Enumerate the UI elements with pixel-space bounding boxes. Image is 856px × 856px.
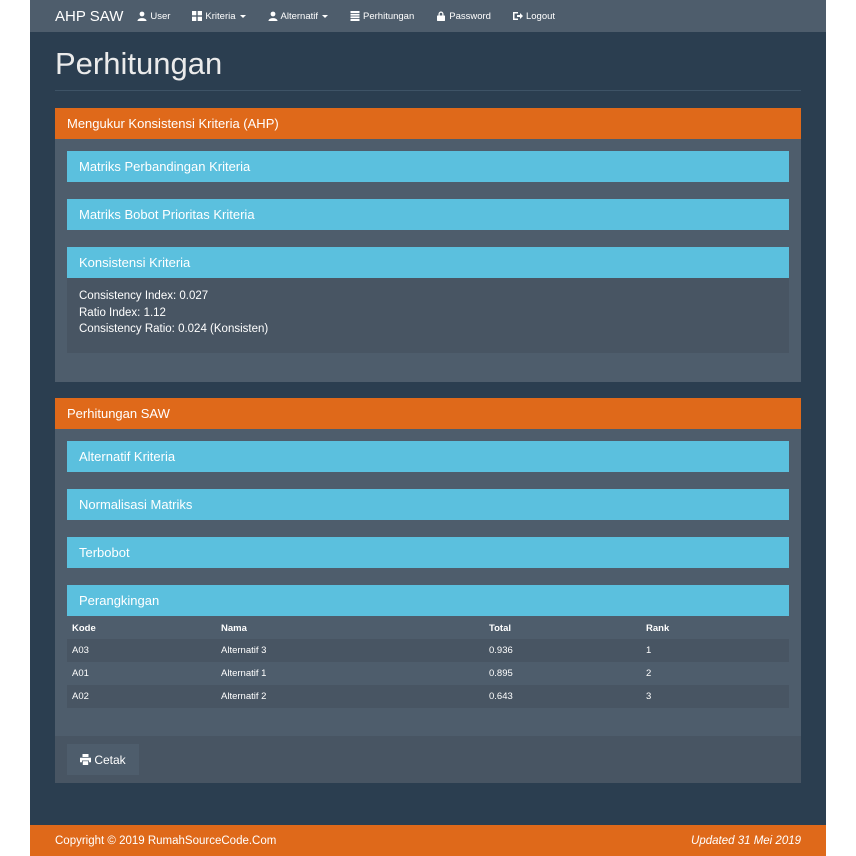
- lock-icon: [436, 11, 446, 21]
- ahp-panel-heading: Mengukur Konsistensi Kriteria (AHP): [55, 108, 801, 139]
- cell-total: 0.895: [489, 668, 513, 679]
- section-perangkingan[interactable]: Perangkingan: [67, 585, 789, 616]
- cell-total: 0.643: [489, 691, 513, 702]
- cell-kode: A01: [72, 668, 89, 679]
- cell-total: 0.936: [489, 645, 513, 656]
- nav-item-user[interactable]: [137, 11, 170, 22]
- section-alternatif-kriteria[interactable]: Alternatif Kriteria: [67, 441, 789, 472]
- table-header-row: [67, 617, 789, 639]
- col-kode: Kode: [72, 622, 96, 634]
- print-label: Cetak: [94, 752, 126, 767]
- nav-item-alternatif[interactable]: [268, 11, 329, 22]
- cell-kode: A03: [72, 645, 89, 656]
- nav-item-kriteria[interactable]: [192, 11, 245, 22]
- user-icon: [268, 11, 278, 21]
- grid-icon: [192, 11, 202, 21]
- cell-rank: 3: [646, 691, 652, 702]
- print-button[interactable]: [67, 744, 139, 775]
- caret-down-icon: [240, 15, 246, 18]
- nav-item-label: Password: [449, 10, 491, 22]
- table-row: [67, 685, 789, 708]
- saw-panel: [55, 398, 801, 783]
- nav-item-label: Perhitungan: [363, 10, 415, 22]
- footer-copyright: Copyright © 2019 RumahSourceCode.Com: [55, 834, 277, 847]
- print-icon: [80, 754, 91, 765]
- consistency-body: [67, 278, 789, 353]
- saw-panel-footer: [55, 736, 801, 783]
- user-icon: [137, 11, 147, 21]
- cell-rank: 2: [646, 668, 652, 679]
- cell-nama: Alternatif 1: [221, 668, 267, 679]
- caret-down-icon: [322, 15, 328, 18]
- ranking-table: [67, 617, 789, 708]
- cell-nama: Alternatif 2: [221, 691, 267, 702]
- page: [30, 0, 826, 856]
- table-row: [67, 639, 789, 662]
- nav-item-label: Alternatif: [280, 10, 319, 22]
- cell-kode: A02: [72, 691, 89, 702]
- section-terbobot[interactable]: Terbobot: [67, 537, 789, 568]
- brand-link[interactable]: AHP SAW: [55, 7, 124, 25]
- cell-rank: 1: [646, 645, 652, 656]
- nav-item-label: Kriteria: [205, 10, 236, 22]
- table-row: [67, 662, 789, 685]
- logout-icon: [513, 11, 523, 21]
- ahp-panel: [55, 108, 801, 382]
- page-title: Perhitungan: [55, 46, 223, 81]
- nav-item-password[interactable]: [436, 11, 491, 22]
- col-rank: Rank: [646, 622, 670, 634]
- section-normalisasi[interactable]: Normalisasi Matriks: [67, 489, 789, 520]
- calculator-icon: [350, 11, 360, 21]
- navbar: [30, 0, 826, 32]
- col-nama: Nama: [221, 622, 247, 634]
- title-divider: [55, 90, 801, 91]
- ratio-index: Ratio Index: 1.12: [79, 306, 166, 319]
- footer: [30, 825, 826, 856]
- cell-nama: Alternatif 3: [221, 645, 267, 656]
- col-total: Total: [489, 622, 511, 634]
- nav-item-logout[interactable]: [513, 11, 555, 22]
- section-matriks-perbandingan[interactable]: Matriks Perbandingan Kriteria: [67, 151, 789, 182]
- section-konsistensi[interactable]: Konsistensi Kriteria: [67, 247, 789, 278]
- nav-item-label: User: [150, 10, 171, 22]
- saw-panel-heading: Perhitungan SAW: [55, 398, 801, 429]
- nav-item-label: Logout: [525, 10, 556, 22]
- consistency-ratio: Consistency Ratio: 0.024 (Konsisten): [79, 323, 269, 335]
- nav-item-perhitungan[interactable]: [350, 11, 414, 22]
- footer-updated: Updated 31 Mei 2019: [691, 834, 801, 847]
- consistency-index: Consistency Index: 0.027: [79, 290, 209, 302]
- section-matriks-bobot[interactable]: Matriks Bobot Prioritas Kriteria: [67, 199, 789, 230]
